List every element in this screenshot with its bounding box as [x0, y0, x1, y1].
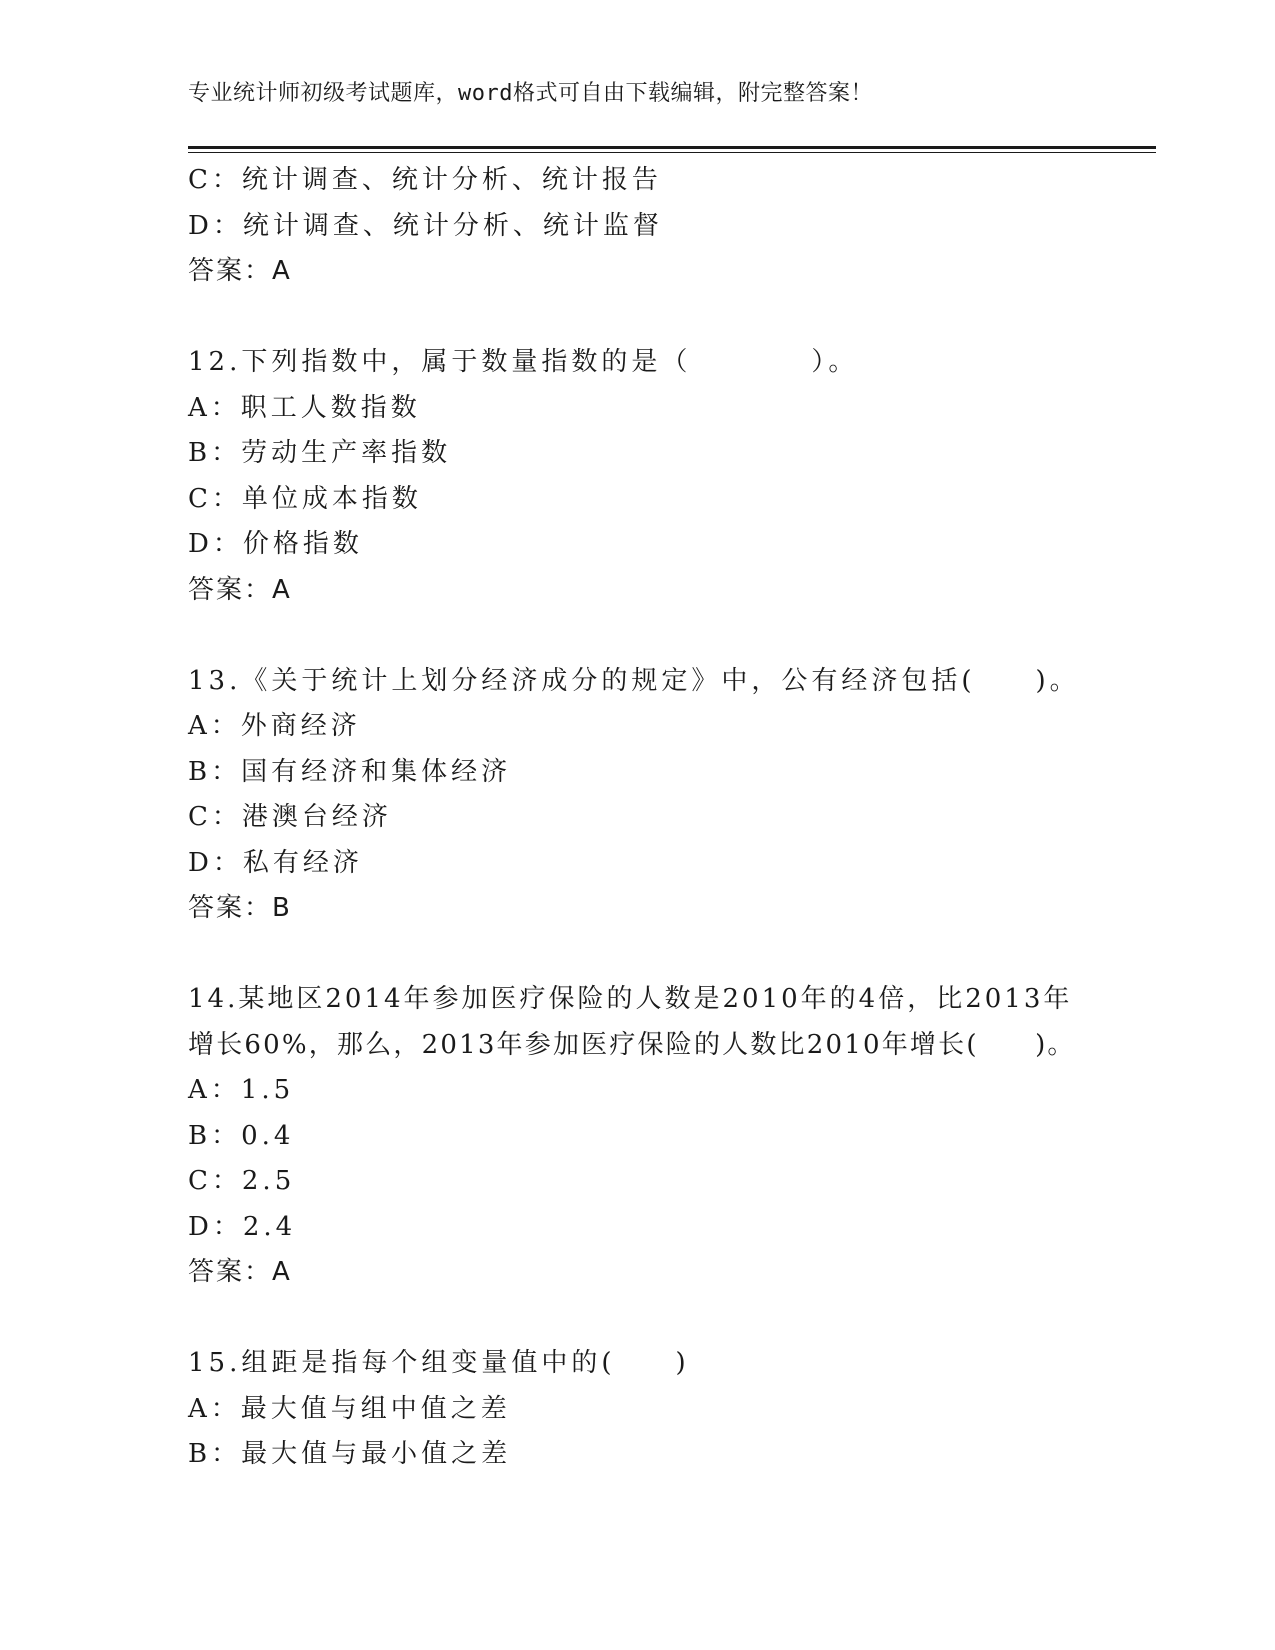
- spacer: [188, 932, 1088, 978]
- q12-option-c: C：单位成本指数: [188, 483, 422, 514]
- question-list: [188, 158, 1088, 1478]
- q12-answer: 答案：A: [188, 574, 292, 605]
- spacer: [188, 295, 1088, 341]
- q13-stem: 13.《关于统计上划分经济成分的规定》中，公有经济包括( )。: [188, 665, 1080, 696]
- q14-option-d: D：2.4: [188, 1211, 297, 1242]
- q13-option-a: A：外商经济: [188, 711, 361, 741]
- q13-option-b: B：国有经济和集体经济: [188, 756, 512, 787]
- q14-stem-line-2: 增长60%，那么，2013年参加医疗保险的人数比2010年增长( )。: [188, 1029, 1076, 1060]
- q13-answer: 答案：B: [188, 893, 292, 923]
- q14-option-a: A：1.5: [188, 1075, 295, 1105]
- q12-option-a: A：职工人数指数: [188, 392, 421, 423]
- spacer: [188, 1296, 1088, 1342]
- page-header: 专业统计师初级考试题库，word格式可自由下载编辑，附完整答案！: [188, 81, 873, 106]
- q12-stem: 12.下列指数中，属于数量指数的是（ ）。: [188, 347, 859, 377]
- q13-option-c: C：港澳台经济: [188, 802, 392, 832]
- q14-option-b: B：0.4: [188, 1120, 295, 1151]
- q11-option-c: C：统计调查、统计分析、统计报告: [188, 165, 662, 195]
- q13-option-d: D：私有经济: [188, 847, 363, 878]
- q15-option-b: B：最大值与最小值之差: [188, 1439, 512, 1469]
- spacer: [188, 613, 1088, 659]
- q14-answer: 答案：A: [188, 1257, 292, 1287]
- q12-option-d: D：价格指数: [188, 529, 363, 559]
- header-rule-thin: [188, 152, 1156, 153]
- q15-option-a: A：最大值与组中值之差: [188, 1393, 511, 1424]
- q12-option-b: B：劳动生产率指数: [188, 438, 452, 468]
- q11-option-d: D：统计调查、统计分析、统计监督: [188, 210, 663, 241]
- q14-stem-line-1: 14.某地区2014年参加医疗保险的人数是2010年的4倍，比2013年: [188, 984, 1073, 1014]
- q11-answer: 答案：A: [188, 256, 292, 286]
- q15-stem: 15.组距是指每个组变量值中的( ): [188, 1348, 690, 1378]
- header-rule-thick: [188, 146, 1156, 149]
- q14-option-c: C：2.5: [188, 1166, 296, 1196]
